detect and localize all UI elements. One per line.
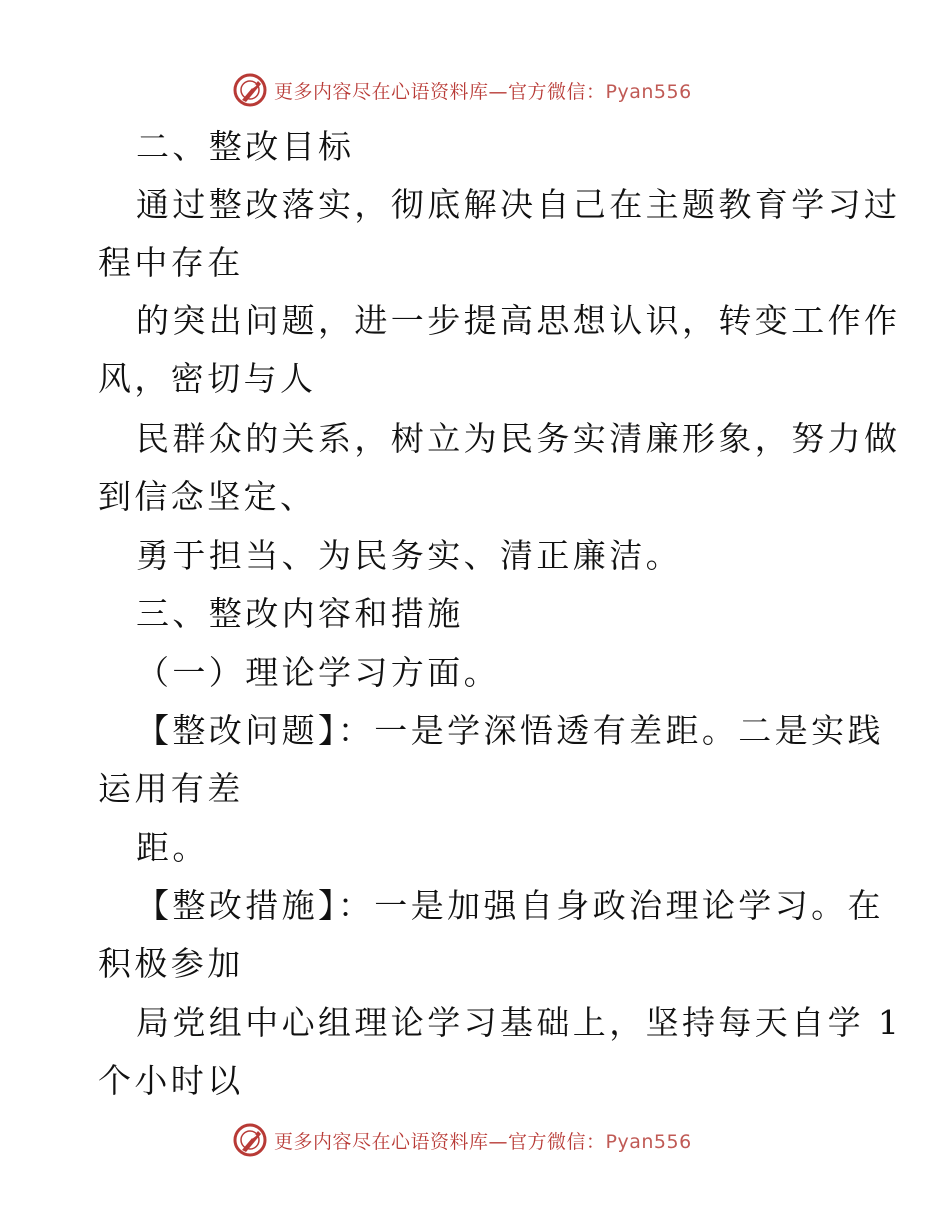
paragraph-line: 距。 [136,828,209,867]
paragraph-line: 的突出问题，进一步提高思想认识，转变工作作 [136,301,901,340]
heading-goals: 二、整改目标 [136,127,355,166]
header-watermark [232,70,692,110]
paragraph-line: 【整改措施】：一是加强自身政治理论学习。在 [136,886,884,925]
footer-watermark [232,1120,692,1160]
quill-logo-icon [232,72,268,108]
paragraph-line: 局党组中心组理论学习基础上，坚持每天自学 1 [136,1003,903,1042]
paragraph-line: 民群众的关系，树立为民务实清廉形象，努力做 [136,419,901,458]
watermark-wechat-id: Pyan556 [605,1130,692,1153]
paragraph-line: 风，密切与人 [98,359,317,398]
subheading-theory-study: （一）理论学习方面。 [136,653,500,692]
watermark-wechat-id: Pyan556 [605,80,692,103]
paragraph-line: 【整改问题】：一是学深悟透有差距。二是实践 [136,711,884,750]
paragraph-line: 到信念坚定、 [98,477,317,516]
paragraph-line: 勇于担当、为民务实、清正廉洁。 [136,536,682,575]
paragraph-line: 个小时以 [98,1061,244,1100]
paragraph-line: 积极参加 [98,944,244,983]
paragraph-line: 通过整改落实，彻底解决自己在主题教育学习过 [136,185,901,224]
paragraph-line: 程中存在 [98,243,244,282]
paragraph-line: 运用有差 [98,769,244,808]
watermark-text: 更多内容尽在心语资料库—官方微信： [274,1130,606,1153]
heading-measures: 三、整改内容和措施 [136,594,464,633]
watermark-text: 更多内容尽在心语资料库—官方微信： [274,80,606,103]
quill-logo-icon [232,1122,268,1158]
